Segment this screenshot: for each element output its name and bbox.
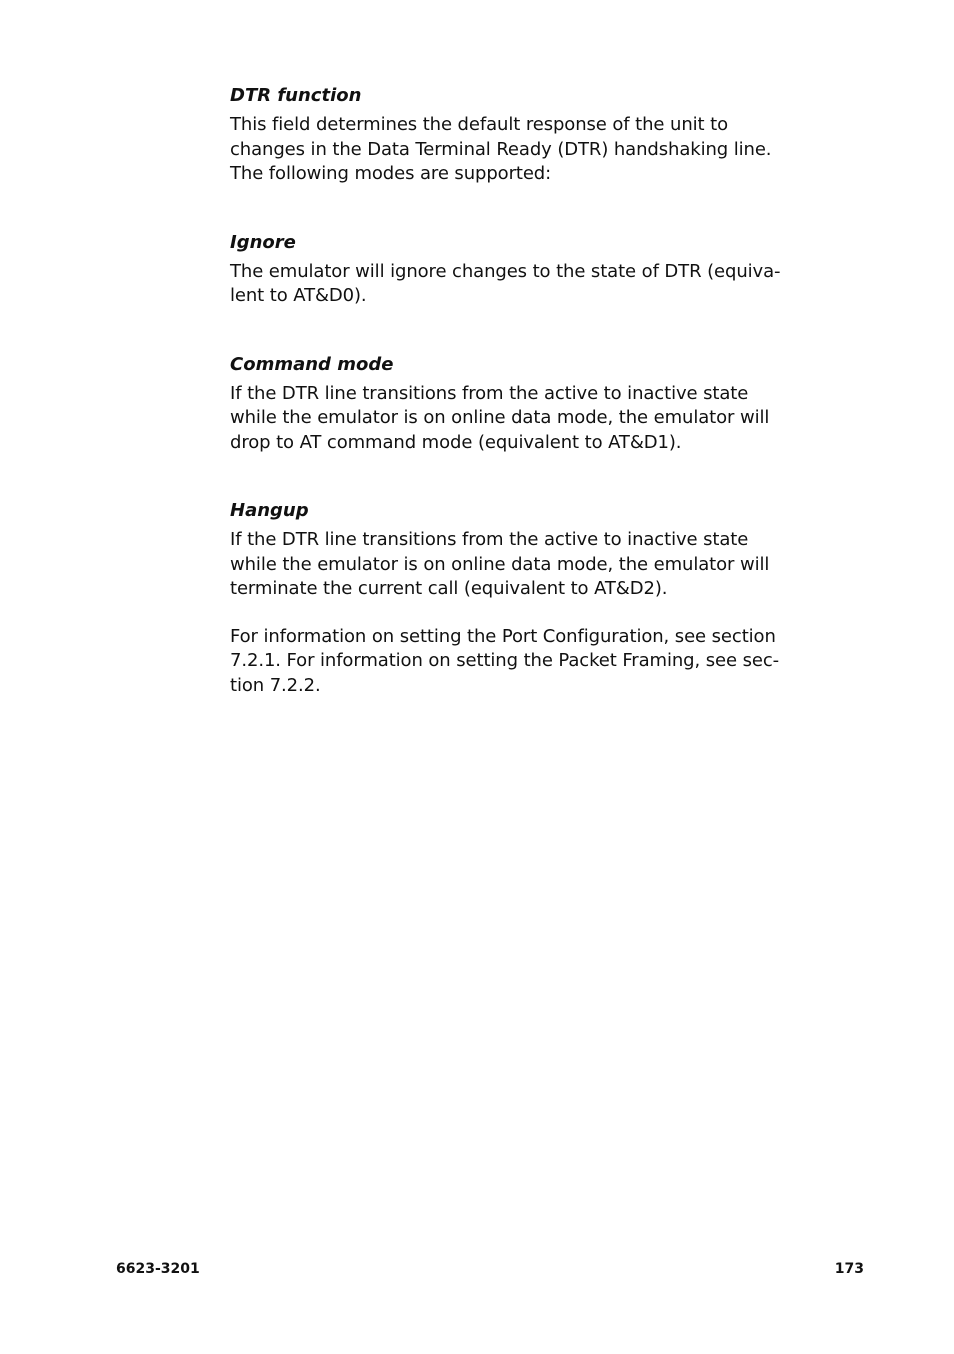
- footer-page-number: 173: [834, 1261, 864, 1277]
- document-body: [230, 84, 781, 698]
- paragraph-line: while the emulator is on online data mode, the emulator will: [230, 407, 770, 428]
- paragraph-line: 7.2.1. For information on setting the Packet Framing, see sec-: [230, 650, 780, 671]
- paragraph-line: drop to AT command mode (equivalent to AT&D1).: [230, 431, 682, 453]
- section-command-mode: [230, 353, 770, 456]
- section-paragraph: [230, 528, 770, 602]
- paragraph-line: changes in the Data Terminal Ready (DTR) handshaking line.: [230, 138, 772, 160]
- section-paragraph: [230, 113, 772, 187]
- closing-paragraph: [230, 625, 780, 699]
- section-heading: Command mode: [230, 353, 394, 375]
- paragraph-line: This field determines the default response of the unit to: [230, 114, 728, 135]
- section-heading: Hangup: [230, 500, 309, 521]
- section-paragraph: [230, 260, 781, 309]
- paragraph-line: If the DTR line transitions from the active to inactive state: [230, 529, 749, 550]
- footer-doc-number: 6623-3201: [116, 1261, 200, 1277]
- paragraph-line: For information on setting the Port Configuration, see section: [230, 625, 776, 647]
- section-dtr-function: [230, 84, 772, 187]
- paragraph-line: The emulator will ignore changes to the state of DTR (equiva-: [230, 260, 781, 282]
- section-heading: Ignore: [230, 231, 296, 253]
- paragraph-line: If the DTR line transitions from the active to inactive state: [230, 382, 749, 404]
- section-paragraph: [230, 382, 770, 456]
- section-hangup: [230, 499, 770, 602]
- section-heading: DTR function: [230, 85, 362, 106]
- paragraph-line: while the emulator is on online data mode, the emulator will: [230, 553, 770, 575]
- closing-paragraph-block: [230, 625, 780, 699]
- paragraph-line: The following modes are supported:: [230, 163, 552, 184]
- paragraph-line: terminate the current call (equivalent to AT&D2).: [230, 578, 668, 599]
- paragraph-line: tion 7.2.2.: [230, 674, 321, 696]
- paragraph-line: lent to AT&D0).: [230, 285, 367, 306]
- section-ignore: [230, 231, 781, 309]
